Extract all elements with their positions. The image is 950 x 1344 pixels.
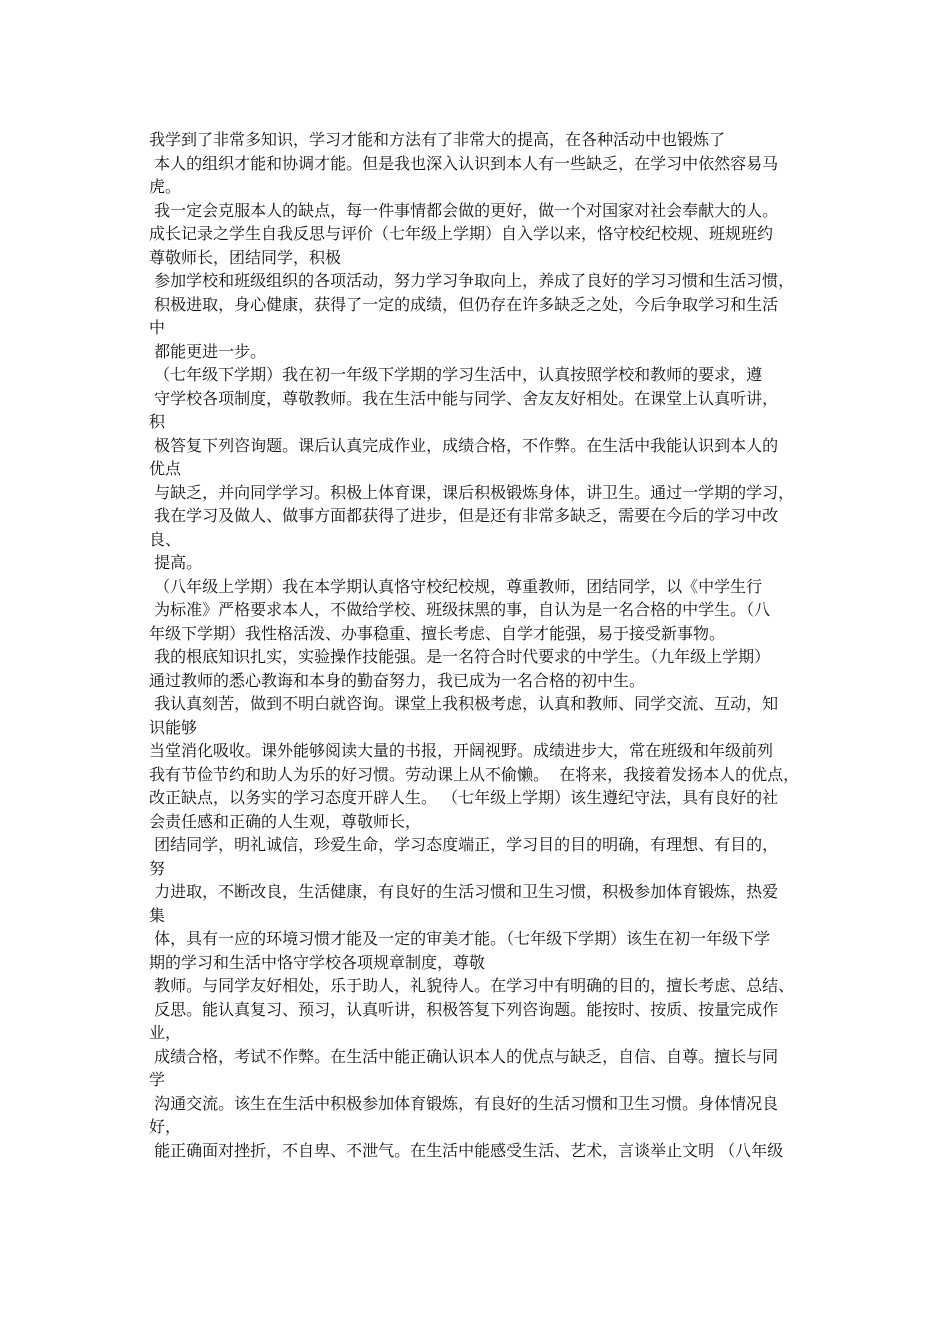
- text-line: 团结同学，明礼诚信，珍爱生命，学习态度端正，学习目的目的明确，有理想、有目的，: [149, 835, 779, 854]
- text-line: 良、: [149, 529, 182, 549]
- text-line: 集: [149, 905, 166, 925]
- text-line: 成长记录之学生自我反思与评价（七年级上学期）自入学以来，恪守校纪校规、班规班约: [149, 224, 774, 243]
- text-line: 提高。: [149, 553, 203, 572]
- text-line: 参加学校和班级组织的各项活动，努力学习争取向上，养成了良好的学习习惯和生活习惯，: [149, 271, 795, 290]
- text-line: 积: [149, 412, 166, 431]
- text-line: 我有节俭节约和助人为乐的好习惯。劳动课上从不偷懒。 在将来，我接着发扬本人的优点，: [149, 764, 800, 784]
- text-line: 尊敬师长，团结同学，积极: [149, 247, 342, 267]
- text-line: 识能够: [149, 717, 198, 737]
- text-line: 沟通交流。该生在生活中积极参加体育锻炼，有良好的生活习惯和卫生习惯。身体情况良: [149, 1093, 779, 1113]
- text-line: 我的根底知识扎实，实验操作技能强。是一名符合时代要求的中学生。（九年级上学期）: [149, 647, 771, 666]
- text-line: 能正确面对挫折，不自卑、不泄气。在生活中能感受生活、艺术，言谈举止文明 （八年级: [149, 1140, 784, 1160]
- text-line: 体，具有一应的环境习惯才能及一定的审美才能。（七年级下学期）该生在初一年级下学: [149, 929, 771, 948]
- text-line: 守学校各项制度，尊敬教师。我在生活中能与同学、舍友友好相处。在课堂上认真听讲，: [149, 388, 779, 408]
- text-line: 当堂消化吸收。课外能够阅读大量的书报，开阔视野。成绩进步大，常在班级和年级前列: [149, 741, 774, 760]
- text-line: 成绩合格，考试不作弊。在生活中能正确认识本人的优点与缺乏，自信、自尊。擅长与同: [149, 1046, 779, 1066]
- text-line: 改正缺点，以务实的学习态度开辟人生。 （七年级上学期）该生遵纪守法，具有良好的社: [149, 788, 779, 807]
- text-line: 期的学习和生活中恪守学校各项规章制度，尊敬: [149, 952, 486, 972]
- text-line: 虎。: [149, 177, 182, 196]
- text-line: 教师。与同学友好相处，乐于助人，礼貌待人。在学习中有明确的目的，擅长考虑、总结、: [149, 976, 795, 995]
- text-line: 为标准》严格要求本人，不做给学校、班级抹黑的事，自认为是一名合格的中学生。（八: [149, 600, 771, 619]
- text-line: 我一定会克服本人的缺点，每一件事情都会做的更好，做一个对国家对社会奉献大的人。: [149, 200, 779, 220]
- text-line: 与缺乏，并向同学学习。积极上体育课，课后积极锻炼身体，讲卫生。通过一学期的学习，: [149, 482, 795, 502]
- text-line: 我在学习及做人、做事方面都获得了进步，但是还有非常多缺乏，需要在今后的学习中改: [149, 506, 779, 525]
- text-line: 通过教师的悉心教诲和本身的勤奋努力，我已成为一名合格的初中生。: [149, 670, 646, 690]
- text-line: 都能更进一步。: [149, 341, 267, 361]
- document-body-text: [149, 128, 829, 1162]
- text-line: （七年级下学期）我在初一年级下学期的学习生活中，认真按照学校和教师的要求，遵: [149, 365, 763, 384]
- text-line: 中: [149, 318, 166, 337]
- text-line: 好，: [149, 1117, 182, 1136]
- text-line: 积极进取，身心健康，获得了一定的成绩，但仍存在许多缺乏之处，今后争取学习和生活: [149, 294, 779, 314]
- text-line: 努: [149, 858, 166, 878]
- text-line: 我学到了非常多知识，学习才能和方法有了非常大的提高，在各种活动中也锻炼了: [149, 130, 726, 149]
- text-line: 反思。能认真复习、预习，认真听讲，积极答复下列咨询题。能按时、按质、按量完成作: [149, 999, 779, 1019]
- text-line: 业，: [149, 1023, 182, 1042]
- text-line: （八年级上学期）我在本学期认真恪守校纪校规，尊重教师，团结同学，以《中学生行: [149, 576, 763, 596]
- text-line: 会责任感和正确的人生观，尊敬师长，: [149, 811, 422, 831]
- text-line: 优点: [149, 459, 182, 478]
- text-line: 本人的组织才能和协调才能。但是我也深入认识到本人有一些缺乏，在学习中依然容易马: [149, 153, 779, 173]
- text-line: 极答复下列咨询题。课后认真完成作业，成绩合格，不作弊。在生活中我能认识到本人的: [149, 435, 779, 455]
- text-line: 我认真刻苦，做到不明白就咨询。课堂上我积极考虑，认真和教师、同学交流、互动，知: [149, 694, 779, 713]
- text-line: 力进取，不断改良，生活健康，有良好的生活习惯和卫生习惯，积极参加体育锻炼，热爱: [149, 882, 779, 901]
- text-line: 学: [149, 1070, 166, 1089]
- text-line: 年级下学期）我性格活泼、办事稳重、擅长考虑、自学才能强，易于接受新事物。: [149, 623, 726, 643]
